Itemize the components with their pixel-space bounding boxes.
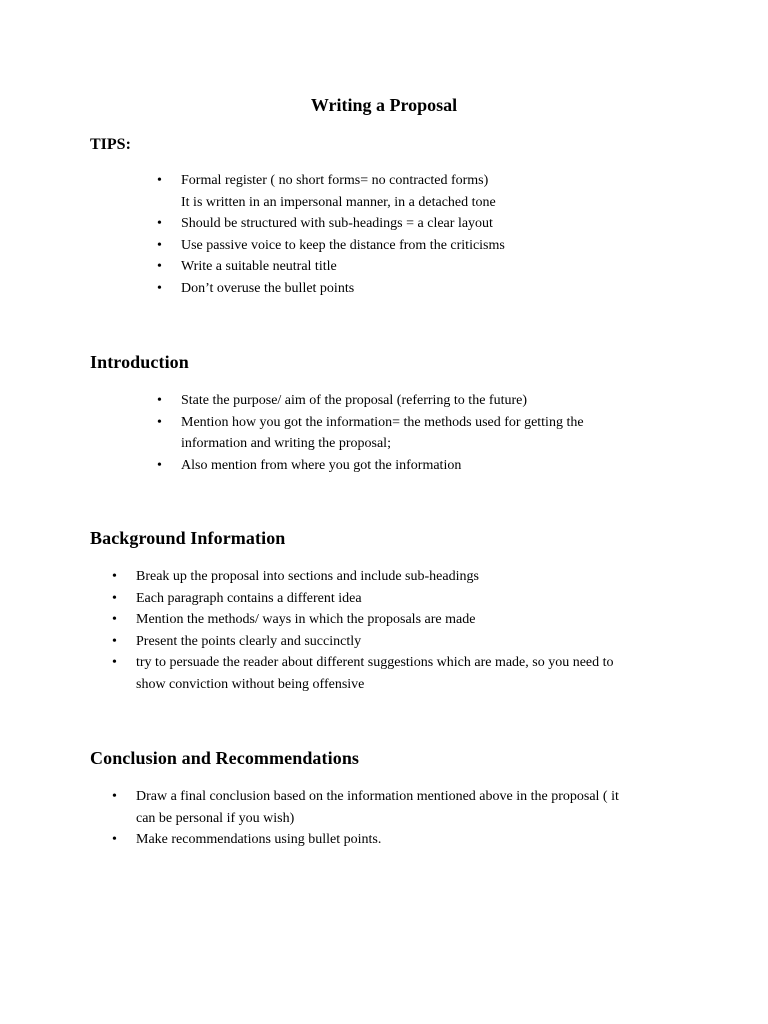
bullet-icon: • xyxy=(112,612,117,627)
section-heading-conclusion-and-recommendations: Conclusion and Recommendations xyxy=(90,748,360,768)
list-item-text: can be personal if you wish) xyxy=(136,810,295,826)
list-item-text: Formal register ( no short forms= no contracted forms) xyxy=(181,173,489,188)
bullet-icon: • xyxy=(157,414,162,430)
bullet-icon: • xyxy=(157,259,162,274)
list-item xyxy=(157,412,641,455)
list-item xyxy=(157,390,641,412)
list-item xyxy=(112,588,676,610)
background-information-list xyxy=(112,566,676,695)
list-item xyxy=(157,235,561,257)
bullet-icon: • xyxy=(112,655,117,670)
list-item-text: Each paragraph contains a different idea xyxy=(136,590,362,606)
list-item-text: Break up the proposal into sections and include sub-headings xyxy=(136,569,479,584)
list-item xyxy=(157,455,641,477)
list-item xyxy=(157,213,561,235)
list-item xyxy=(112,631,676,653)
list-item xyxy=(112,609,676,631)
tips-label: TIPS: xyxy=(90,136,131,153)
list-item-text: It is written in an impersonal manner, in a detached tone xyxy=(181,194,496,210)
list-item-text: Use passive voice to keep the distance from the criticisms xyxy=(181,237,505,253)
list-item xyxy=(112,566,676,588)
list-item-text: Make recommendations using bullet points. xyxy=(136,832,382,847)
list-item-text: Present the points clearly and succinctly xyxy=(136,633,362,649)
bullet-icon: • xyxy=(157,237,162,253)
bullet-icon: • xyxy=(112,832,117,847)
bullet-icon: • xyxy=(112,569,117,584)
bullet-icon: • xyxy=(112,590,117,606)
list-item-text: try to persuade the reader about different suggestions which are made, so you need to xyxy=(136,655,614,670)
list-item-text: Also mention from where you got the information xyxy=(181,457,462,473)
list-item-text: information and writing the proposal; xyxy=(181,436,391,451)
list-item-text: State the purpose/ aim of the proposal (referring to the future) xyxy=(181,393,527,408)
bullet-icon: • xyxy=(157,216,162,231)
list-item xyxy=(112,786,676,829)
list-item-text: Should be structured with sub-headings = a clear layout xyxy=(181,216,493,231)
list-item-text: Mention the methods/ ways in which the proposals are made xyxy=(136,612,476,627)
bullet-icon: • xyxy=(157,457,162,473)
bullet-icon: • xyxy=(112,633,117,649)
introduction-list xyxy=(157,390,641,476)
list-item-text: Write a suitable neutral title xyxy=(181,259,337,274)
list-item-text: Draw a final conclusion based on the information mentioned above in the proposal ( it xyxy=(136,789,619,804)
tips-list xyxy=(157,170,561,299)
bullet-icon: • xyxy=(157,393,162,408)
bullet-icon: • xyxy=(157,280,162,296)
page-title: Writing a Proposal xyxy=(310,95,458,115)
list-item xyxy=(157,170,561,213)
list-item-text: show conviction without being offensive xyxy=(136,676,365,692)
list-item-text: Don’t overuse the bullet points xyxy=(181,280,355,296)
list-item-text: Mention how you got the information= the methods used for getting the xyxy=(181,414,584,430)
conclusion-list xyxy=(112,786,676,851)
section-heading-introduction: Introduction xyxy=(90,352,189,372)
list-item xyxy=(112,829,676,851)
list-item xyxy=(157,278,561,300)
bullet-icon: • xyxy=(157,173,162,188)
section-heading-background-information: Background Information xyxy=(90,528,286,548)
list-item xyxy=(112,652,676,695)
bullet-icon: • xyxy=(112,789,117,804)
list-item xyxy=(157,256,561,278)
